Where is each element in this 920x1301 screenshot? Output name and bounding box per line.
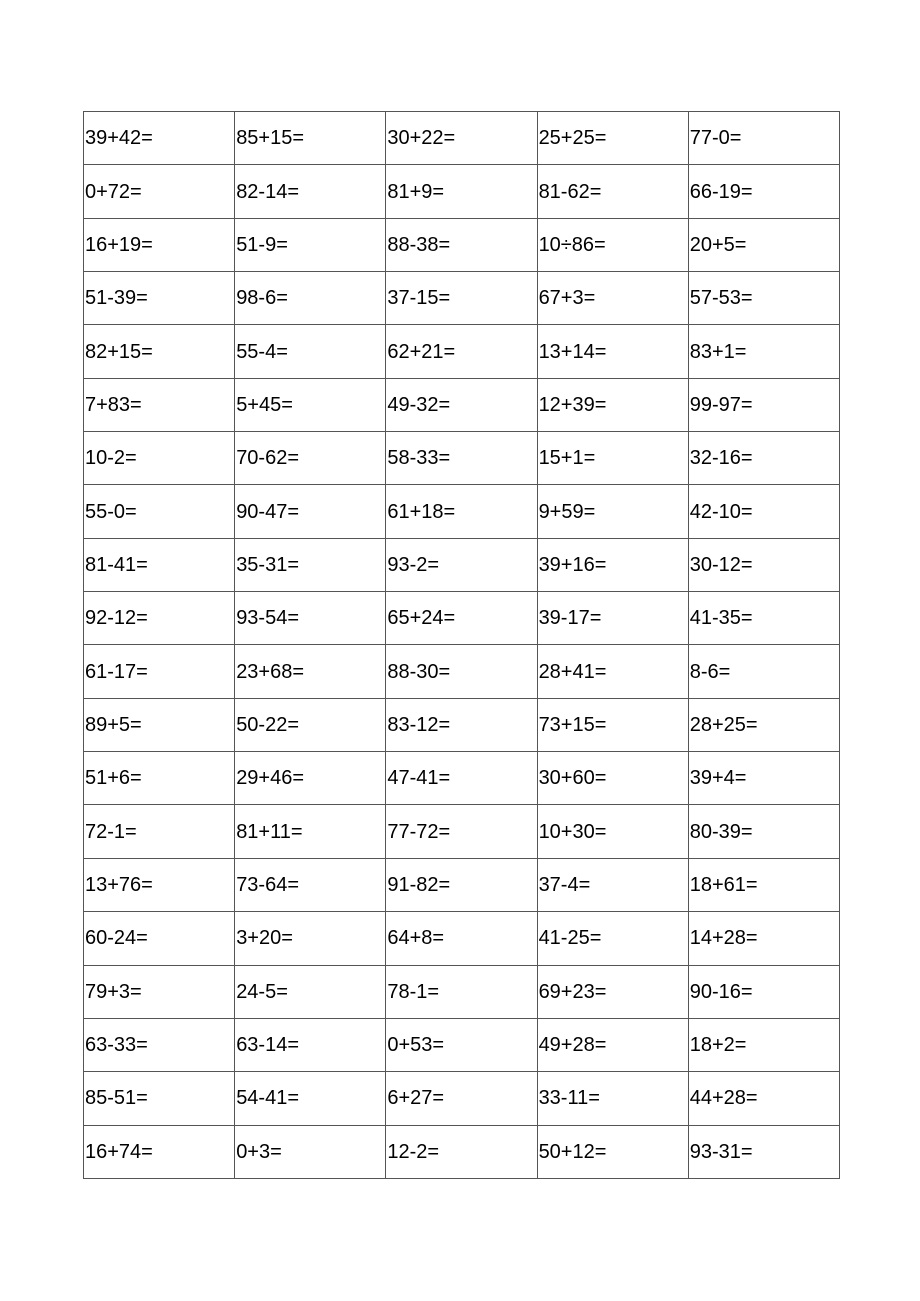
problem-cell: 20+5= xyxy=(688,218,839,271)
problem-cell: 65+24= xyxy=(386,592,537,645)
problem-cell: 50+12= xyxy=(537,1125,688,1178)
problem-cell: 6+27= xyxy=(386,1072,537,1125)
problem-cell: 39+16= xyxy=(537,538,688,591)
problem-cell: 18+2= xyxy=(688,1018,839,1071)
problem-cell: 29+46= xyxy=(235,752,386,805)
problem-table-body xyxy=(84,112,840,1179)
problem-cell: 0+72= xyxy=(84,165,235,218)
problem-cell: 16+74= xyxy=(84,1125,235,1178)
problem-cell: 55-4= xyxy=(235,325,386,378)
problem-cell: 99-97= xyxy=(688,378,839,431)
table-row xyxy=(84,378,840,431)
problem-cell: 30-12= xyxy=(688,538,839,591)
problem-cell: 61+18= xyxy=(386,485,537,538)
table-row xyxy=(84,485,840,538)
problem-cell: 41-25= xyxy=(537,912,688,965)
problem-cell: 85-51= xyxy=(84,1072,235,1125)
problem-cell: 7+83= xyxy=(84,378,235,431)
problem-cell: 50-22= xyxy=(235,698,386,751)
problem-cell: 47-41= xyxy=(386,752,537,805)
problem-cell: 81-41= xyxy=(84,538,235,591)
problem-cell: 77-72= xyxy=(386,805,537,858)
problem-cell: 25+25= xyxy=(537,112,688,165)
problem-cell: 0+3= xyxy=(235,1125,386,1178)
problem-cell: 23+68= xyxy=(235,645,386,698)
problem-cell: 82+15= xyxy=(84,325,235,378)
table-row xyxy=(84,752,840,805)
problem-cell: 70-62= xyxy=(235,432,386,485)
problem-cell: 91-82= xyxy=(386,858,537,911)
problem-cell: 3+20= xyxy=(235,912,386,965)
problem-cell: 93-2= xyxy=(386,538,537,591)
problem-table xyxy=(83,111,840,1179)
problem-cell: 18+61= xyxy=(688,858,839,911)
problem-cell: 9+59= xyxy=(537,485,688,538)
problem-cell: 30+22= xyxy=(386,112,537,165)
problem-cell: 79+3= xyxy=(84,965,235,1018)
problem-cell: 90-47= xyxy=(235,485,386,538)
problem-cell: 41-35= xyxy=(688,592,839,645)
problem-cell: 54-41= xyxy=(235,1072,386,1125)
table-row xyxy=(84,538,840,591)
table-row xyxy=(84,912,840,965)
problem-cell: 51-39= xyxy=(84,272,235,325)
problem-cell: 51-9= xyxy=(235,218,386,271)
table-row xyxy=(84,1125,840,1178)
table-row xyxy=(84,165,840,218)
problem-cell: 57-53= xyxy=(688,272,839,325)
problem-cell: 73+15= xyxy=(537,698,688,751)
problem-cell: 28+41= xyxy=(537,645,688,698)
problem-cell: 39+4= xyxy=(688,752,839,805)
problem-cell: 12+39= xyxy=(537,378,688,431)
table-row xyxy=(84,592,840,645)
problem-cell: 39-17= xyxy=(537,592,688,645)
problem-cell: 82-14= xyxy=(235,165,386,218)
table-row xyxy=(84,858,840,911)
problem-cell: 69+23= xyxy=(537,965,688,1018)
problem-cell: 37-15= xyxy=(386,272,537,325)
problem-cell: 81+9= xyxy=(386,165,537,218)
problem-cell: 28+25= xyxy=(688,698,839,751)
problem-cell: 72-1= xyxy=(84,805,235,858)
problem-cell: 88-38= xyxy=(386,218,537,271)
table-row xyxy=(84,432,840,485)
table-row xyxy=(84,1018,840,1071)
problem-cell: 85+15= xyxy=(235,112,386,165)
problem-cell: 13+76= xyxy=(84,858,235,911)
problem-cell: 49-32= xyxy=(386,378,537,431)
problem-cell: 73-64= xyxy=(235,858,386,911)
problem-cell: 88-30= xyxy=(386,645,537,698)
table-row xyxy=(84,272,840,325)
table-row xyxy=(84,218,840,271)
problem-cell: 44+28= xyxy=(688,1072,839,1125)
table-row xyxy=(84,325,840,378)
problem-cell: 81+11= xyxy=(235,805,386,858)
problem-cell: 89+5= xyxy=(84,698,235,751)
problem-cell: 66-19= xyxy=(688,165,839,218)
problem-cell: 83-12= xyxy=(386,698,537,751)
problem-cell: 12-2= xyxy=(386,1125,537,1178)
problem-cell: 8-6= xyxy=(688,645,839,698)
problem-cell: 63-14= xyxy=(235,1018,386,1071)
problem-cell: 14+28= xyxy=(688,912,839,965)
problem-cell: 78-1= xyxy=(386,965,537,1018)
problem-cell: 37-4= xyxy=(537,858,688,911)
problem-cell: 5+45= xyxy=(235,378,386,431)
problem-cell: 10-2= xyxy=(84,432,235,485)
problem-cell: 10÷86= xyxy=(537,218,688,271)
problem-cell: 67+3= xyxy=(537,272,688,325)
table-row xyxy=(84,1072,840,1125)
problem-cell: 51+6= xyxy=(84,752,235,805)
problem-cell: 61-17= xyxy=(84,645,235,698)
problem-cell: 35-31= xyxy=(235,538,386,591)
table-row xyxy=(84,112,840,165)
problem-cell: 55-0= xyxy=(84,485,235,538)
problem-cell: 92-12= xyxy=(84,592,235,645)
problem-cell: 0+53= xyxy=(386,1018,537,1071)
problem-cell: 98-6= xyxy=(235,272,386,325)
problem-cell: 80-39= xyxy=(688,805,839,858)
problem-cell: 93-31= xyxy=(688,1125,839,1178)
problem-cell: 32-16= xyxy=(688,432,839,485)
problem-cell: 83+1= xyxy=(688,325,839,378)
problem-cell: 24-5= xyxy=(235,965,386,1018)
table-row xyxy=(84,698,840,751)
problem-cell: 33-11= xyxy=(537,1072,688,1125)
table-row xyxy=(84,965,840,1018)
problem-cell: 60-24= xyxy=(84,912,235,965)
table-row xyxy=(84,645,840,698)
problem-cell: 81-62= xyxy=(537,165,688,218)
problem-cell: 10+30= xyxy=(537,805,688,858)
problem-cell: 15+1= xyxy=(537,432,688,485)
problem-cell: 62+21= xyxy=(386,325,537,378)
problem-cell: 42-10= xyxy=(688,485,839,538)
problem-cell: 64+8= xyxy=(386,912,537,965)
worksheet xyxy=(83,111,840,1179)
problem-cell: 16+19= xyxy=(84,218,235,271)
problem-cell: 49+28= xyxy=(537,1018,688,1071)
problem-cell: 13+14= xyxy=(537,325,688,378)
table-row xyxy=(84,805,840,858)
problem-cell: 30+60= xyxy=(537,752,688,805)
problem-cell: 90-16= xyxy=(688,965,839,1018)
problem-cell: 93-54= xyxy=(235,592,386,645)
problem-cell: 77-0= xyxy=(688,112,839,165)
problem-cell: 39+42= xyxy=(84,112,235,165)
problem-cell: 63-33= xyxy=(84,1018,235,1071)
problem-cell: 58-33= xyxy=(386,432,537,485)
